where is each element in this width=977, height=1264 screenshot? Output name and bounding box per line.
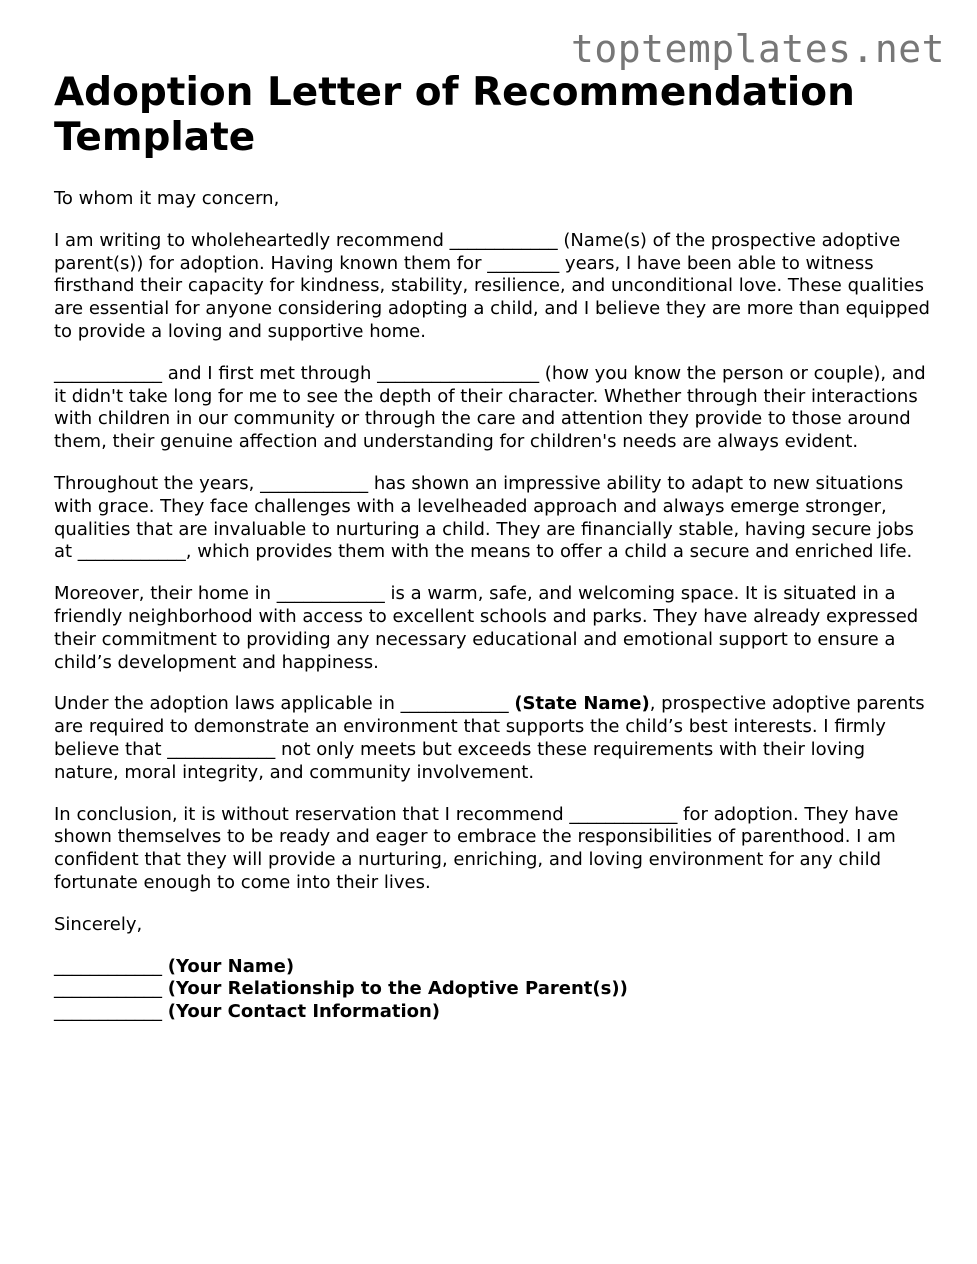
state-name-label: (State Name) [514,693,650,715]
signature-line-contact [54,1001,934,1024]
signature-line-name [54,956,934,979]
watermark: toptemplates.net [570,27,945,71]
letter-body [54,188,934,937]
closing: Sincerely, [54,913,143,935]
laws-text-after: , prospective adoptive parents are required to demonstrate an environment that supports the child’s best interests. I firmly believe that ____________ not only meets but exceeds these requirements with their loving nature, moral integrity, and community involvement. [54,693,925,783]
paragraph-home: Moreover, their home in ____________ is a warm, safe, and welcoming space. It is situated in a friendly neighborhood with access to excellent schools and parks. They have already expressed their commitment to providing any necessary educational and emotional support to ensure a child’s development and happiness. [54,583,919,673]
document-page [54,70,934,1024]
signature-blank: ____________ [54,1001,162,1023]
signature-blank: ____________ [54,978,162,1000]
signature-label: (Your Name) [167,955,295,977]
paragraph-introduction: I am writing to wholeheartedly recommend ____________ (Name(s) of the prospective adoptive parent(s)) for adoption. Having known them for ________ years, I have been able to witness firsthand their capacity for kindness, stability, resilience, and unconditional love. These qualities are essential for anyone considering adopting a child, and I believe they are more than equipped to provide a loving and supportive home. [54,229,930,342]
salutation: To whom it may concern, [54,188,280,209]
signature-label: (Your Relationship to the Adoptive Parent(s)) [167,978,628,1000]
signature-blank: ____________ [54,955,162,977]
signature-line-relationship [54,978,934,1001]
paragraph-adoption-laws [54,693,934,784]
paragraph-conclusion: In conclusion, it is without reservation that I recommend ____________ for adoption. They have shown themselves to be ready and eager to embrace the responsibilities of parenthood. I am confident that they will provide a nurturing, enriching, and loving environment for any child fortunate enough to come into their lives. [54,803,899,893]
laws-text-before: Under the adoption laws applicable in ____________ [54,693,515,715]
page-title: Adoption Letter of Recommendation Template [54,70,855,160]
paragraph-how-we-met: ____________ and I first met through __________________ (how you know the person or couple), and it didn't take long for me to see the depth of their character. Whether through their interactions with children in our community or through the care and attention they provide to those around them, their genuine affection and understanding for children's needs are always evident. [54,362,926,453]
signature-label: (Your Contact Information) [167,1001,441,1023]
paragraph-adaptability: Throughout the years, ____________ has shown an impressive ability to adapt to new situations with grace. They face challenges with a levelheaded approach and always emerge stronger, qualities that are invaluable to nurturing a child. They are financially stable, having secure jobs at ____________, which provides them with the means to offer a child a secure and enriched life. [54,472,914,563]
signature-block [54,956,934,1024]
